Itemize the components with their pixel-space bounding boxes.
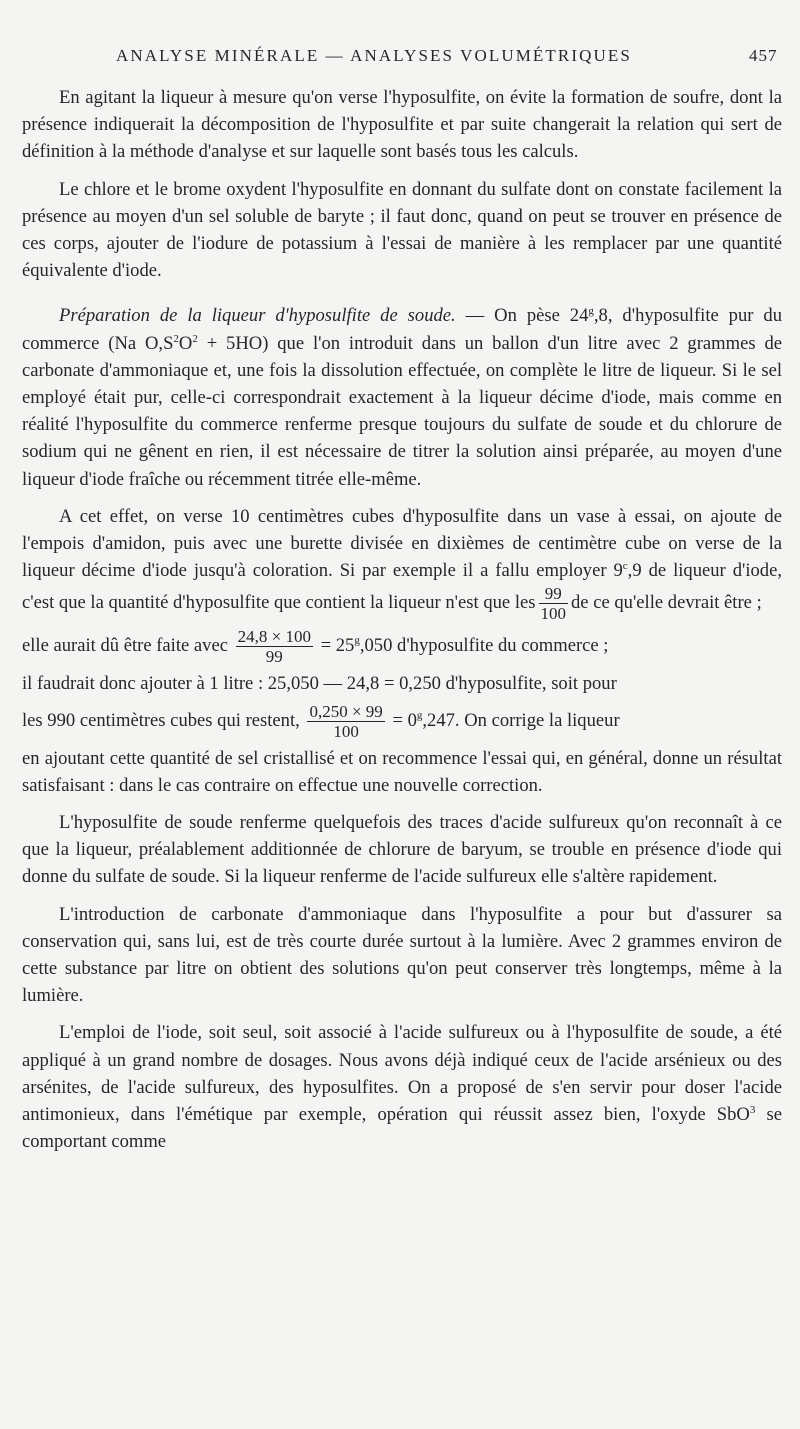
text-run: ,8, d'hyposulfite pur du commerce (Na O,S bbox=[22, 305, 782, 354]
running-header: ANALYSE MINÉRALE — ANALYSES VOLUMÉTRIQUES bbox=[116, 46, 632, 65]
text-run: = 0 bbox=[392, 709, 417, 731]
paragraph-1: En agitant la liqueur à mesure qu'on verse l'hyposulfite, on évite la formation de soufre, dont la présence indiquerait la décomposition de l'hyposulfite et par suite changerait la relation qui sert de définition à la méthode d'analyse et sur laquelle sont basés tous les calculs. bbox=[22, 87, 782, 163]
page-number: 457 bbox=[749, 46, 778, 65]
fraction-0250x99-100 bbox=[307, 702, 384, 741]
fraction-numerator: 99 bbox=[539, 584, 569, 604]
text-run: A cet effet, on verse 10 centimètres cubes d'hyposulfite dans un vase à essai, on ajoute de l'empois d'amidon, puis avec une burette divisée en dixièmes de centimètre cube on verse de la liqueur décime d'iode jusqu'à coloration. Si par exemple il a fallu employer 9 bbox=[22, 505, 782, 582]
formula-superscript: 2 bbox=[192, 332, 198, 345]
text-run: + 5HO) que l'on introduit dans un ballon d'un litre avec 2 grammes de carbonate d'ammoniaque et, une fois la dissolution effectuée, on complète le litre de liqueur. Si le sel employé était pur, celle-ci correspondrait exactement à la liqueur décime d'iode, mais comme en réalité l'hyposulfite du commerce renferme presque toujours du sulfate de soude et du chlorure de sodium qui ne gênent en rien, il est nécessaire de titrer la solution ainsi préparée, au moyen d'une liqueur d'iode fraîche ou récemment titrée elle-même. bbox=[22, 332, 782, 490]
text-run: — On pèse 24 bbox=[455, 305, 589, 327]
paragraph-5: L'hyposulfite de soude renferme quelquefois des traces d'acide sulfureux qu'on reconnaît à ce que la liqueur, préalablement additionnée de chlorure de baryum, se trouble en présence d'iode qui donne du sulfate de soude. Si la liqueur renferme de l'acide sulfureux elle s'altère rapidement. bbox=[22, 812, 782, 888]
fraction-denominator: 100 bbox=[540, 604, 566, 624]
body-text bbox=[22, 84, 782, 1166]
fraction-99-100 bbox=[539, 584, 569, 623]
equation-line-2: il faudrait donc ajouter à 1 litre : 25,050 — 24,8 = 0,250 d'hyposulfite, soit pour bbox=[22, 673, 617, 695]
text-run: les 990 centimètres cubes qui restent, bbox=[22, 709, 300, 731]
fraction-248x100-99 bbox=[236, 627, 313, 666]
paragraph-3 bbox=[22, 302, 782, 492]
text-run: = 25 bbox=[320, 635, 355, 657]
fraction-numerator: 0,250 × 99 bbox=[309, 701, 383, 721]
formula-superscript: 3 bbox=[749, 1103, 756, 1116]
text-run: ,247. On corrige la liqueur bbox=[422, 709, 620, 731]
paragraph-7 bbox=[22, 1019, 782, 1155]
unit-superscript: g bbox=[416, 709, 423, 722]
fraction-denominator: 99 bbox=[265, 647, 283, 667]
unit-superscript: g bbox=[588, 305, 594, 318]
paragraph-6: L'introduction de carbonate d'ammoniaque dans l'hyposulfite a pour but d'assurer sa conservation qui, sans lui, est de très courte durée surtout à la lumière. Avec 2 grammes environ de cette substance par litre on obtient des solutions qu'on peut conserver très longtemps, même à la lumière. bbox=[22, 903, 782, 1007]
text-run: L'emploi de l'iode, soit seul, soit associé à l'acide sulfureux ou à l'hyposulfite de soude, a été appliqué à un grand nombre de dosages. Nous avons déjà indiqué ceux de l'acide arsénieux ou des arsénites, de l'acide sulfureux, des hyposulfites. On a proposé de s'en servir pour doser l'acide antimonieux, dans l'émétique par exemple, opération qui réussit assez bien, l'oxyde SbO bbox=[22, 1022, 782, 1126]
text-run: ,050 d'hyposulfite du commerce ; bbox=[359, 635, 609, 657]
unit-superscript: c bbox=[622, 560, 628, 573]
formula-superscript: 2 bbox=[173, 332, 179, 345]
paragraph-4 bbox=[22, 503, 782, 799]
unit-superscript: g bbox=[354, 635, 360, 648]
fraction-numerator: 24,8 × 100 bbox=[237, 627, 311, 647]
fraction-denominator: 100 bbox=[333, 721, 359, 741]
text-run: O bbox=[178, 332, 193, 354]
section-heading: Préparation de la liqueur d'hyposulfite de soude. bbox=[59, 305, 456, 327]
text-run: de ce qu'elle devrait être ; bbox=[571, 592, 762, 614]
text-run: se comportant comme bbox=[22, 1104, 782, 1153]
text-run: elle aurait dû être faite avec bbox=[22, 635, 228, 657]
equation-line-3 bbox=[22, 702, 782, 741]
equation-line-1 bbox=[22, 627, 782, 666]
paragraph-2: Le chlore et le brome oxydent l'hyposulfite en donnant du sulfate dont on constate facilement la présence au moyen d'un sel soluble de baryte ; il faut donc, quand on peut se trouver en présence de ces corps, ajouter de l'iodure de potassium à l'essai de manière à les remplacer par une quantité équivalente d'iode. bbox=[22, 178, 782, 282]
text-run: ,9 de liqueur d'iode, c'est que la quantité d'hyposulfite que contient la liqueur n'est que les bbox=[22, 560, 782, 614]
text-run: en ajoutant cette quantité de sel cristallisé et on recommence l'essai qui, en général, donne un résultat satisfaisant : dans le cas contraire on effectue une nouvelle correction. bbox=[22, 747, 782, 796]
